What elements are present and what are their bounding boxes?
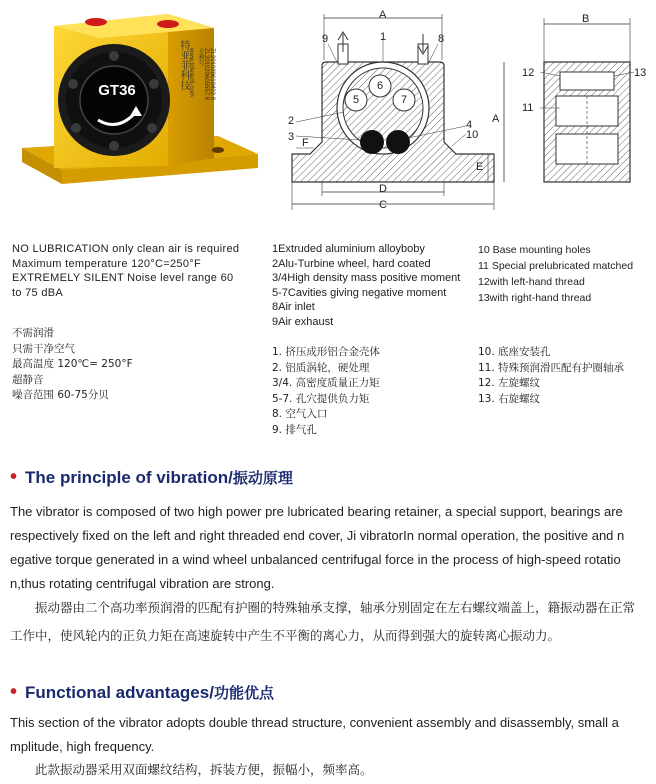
part-cn-item: 12. 左旋螺纹	[478, 377, 541, 389]
brand-line3: ZL201020605557.8	[203, 48, 209, 101]
part-label-3: 3	[288, 131, 295, 143]
advantages-paragraph-cn: 此款振动器采用双面螺纹结构，拆装方便，振幅小，频率高。	[35, 762, 373, 777]
advantages-paragraph-en: This section of the vibrator adopts double thread structure, convenient assembly and disassembly, small a mplitude, high frequency.	[10, 715, 619, 754]
part-en-item: 8Air inlet	[272, 301, 315, 314]
part-label-5: 5	[353, 94, 360, 106]
part-cn-item: 2. 铝质涡轮，硬处理	[272, 361, 370, 374]
spec-cn-line: 超静音	[12, 373, 44, 386]
part-en-item: 1Extruded aluminium alloyboby	[272, 243, 425, 255]
part-en-item: 5-7Cavities giving negative moment	[272, 286, 447, 299]
dim-label-e: E	[476, 161, 484, 173]
part-en-item: 10 Base mounting holes	[478, 244, 591, 256]
section-title-principle	[10, 466, 293, 489]
front-section-diagram	[280, 4, 510, 218]
part-label-8: 8	[438, 33, 445, 45]
parts-cn-list-a	[272, 345, 380, 438]
spec-cn-line: 只需干净空气	[12, 342, 75, 355]
part-cn-item: 8. 空气入口	[272, 408, 328, 420]
part-label-2: 2	[288, 115, 295, 127]
dim-label-d: D	[379, 183, 387, 195]
brand-line2: 专利号	[197, 48, 204, 66]
section-title-advantages	[10, 681, 274, 704]
part-en-item: 9Air exhaust	[272, 315, 334, 328]
dim-label-c: C	[379, 199, 387, 211]
principle-paragraph-en: The vibrator is composed of two high power pre lubricated bearing retainer, a special support, bearings are respectively fixed on the left and right threaded end cover, Ji vibratorIn normal operation, the positive and n egative torque generated in a wind wheel unbalanced centrifugal force in the process of high-speed rotatio n,thus rotating centrifugal vibration are strong.	[10, 504, 625, 591]
dim-label-f: F	[302, 137, 309, 149]
section-title-en: Functional advantages/	[25, 683, 214, 702]
brand-line4: ZL201020610422.9	[209, 48, 215, 101]
part-label-1: 1	[380, 31, 387, 43]
part-cn-item: 11. 特殊预润滑匹配有护圈轴承	[478, 361, 625, 374]
product-badge: GT36	[98, 82, 136, 99]
part-cn-item: 3/4. 高密度质量正力矩	[272, 377, 380, 389]
dim-label-a-side: A	[492, 113, 500, 125]
spec-line: NO LUBRICATION only clean air is required	[12, 243, 240, 255]
part-label-4: 4	[466, 119, 473, 131]
bullet-icon: •	[10, 681, 18, 703]
part-label-9: 9	[322, 33, 329, 45]
specs-cn-list	[12, 326, 133, 404]
spec-cn-line: 不需润滑	[12, 327, 54, 339]
principle-paragraph-cn: 振动器由二个高功率预润滑的匹配有护圈的特殊轴承支撑，轴承分别固定在左右螺纹端盖上，籍振动器在正常工作中，使风轮内的正负力矩在高速旋转中产生不平衡的离心力，从而得到强大的旋转离心振动力。	[10, 600, 636, 643]
section-title-cn: 功能优点	[213, 684, 274, 702]
brand-cn: 特亚菲科技	[178, 40, 189, 90]
specs-en-list	[12, 242, 239, 300]
spec-line: to 75 dBA	[12, 286, 64, 299]
brand-site: www.tofetech.com	[188, 48, 194, 97]
part-cn-item: 13. 右旋螺纹	[478, 392, 541, 405]
part-cn-item: 10. 底座安装孔	[478, 346, 551, 358]
part-cn-item: 1. 挤压成形铝合金壳体	[272, 346, 380, 358]
part-en-item: 2Alu-Turbine wheel, hard coated	[272, 257, 431, 270]
parts-cn-list-b	[478, 345, 624, 407]
part-label-6: 6	[377, 80, 384, 92]
spec-line: EXTREMELY SILENT Noise level range 60	[12, 272, 234, 285]
part-en-item: 12with left-hand thread	[478, 276, 585, 288]
dim-label-b: B	[582, 13, 590, 25]
part-en-item: 11 Special prelubricated matched	[478, 260, 634, 272]
part-label-13: 13	[634, 67, 647, 79]
section-title-en: The principle of vibration/	[25, 468, 233, 487]
part-en-item: 13with right-hand thread	[478, 292, 592, 304]
part-label-11: 11	[522, 102, 534, 114]
side-section-diagram	[520, 4, 652, 204]
part-en-item: 3/4High density mass positive moment	[272, 272, 461, 285]
bullet-icon: •	[10, 466, 18, 488]
part-label-12: 12	[522, 67, 535, 79]
spec-cn-line: 噪音范围 60-75分贝	[12, 389, 109, 401]
dim-label-a: A	[379, 9, 387, 21]
spec-line: Maximum temperature 120°C=250°F	[12, 257, 201, 270]
parts-en-list-a	[272, 242, 460, 330]
section-title-cn: 振动原理	[232, 469, 293, 487]
part-label-10: 10	[466, 129, 479, 141]
part-cn-item: 5-7. 孔穴提供负力矩	[272, 392, 370, 405]
parts-en-list-b	[478, 242, 633, 306]
part-cn-item: 9. 排气孔	[272, 423, 317, 436]
part-label-7: 7	[401, 94, 408, 106]
product-photo	[18, 8, 268, 208]
spec-cn-line: 最高温度 120℃= 250°F	[12, 358, 133, 370]
